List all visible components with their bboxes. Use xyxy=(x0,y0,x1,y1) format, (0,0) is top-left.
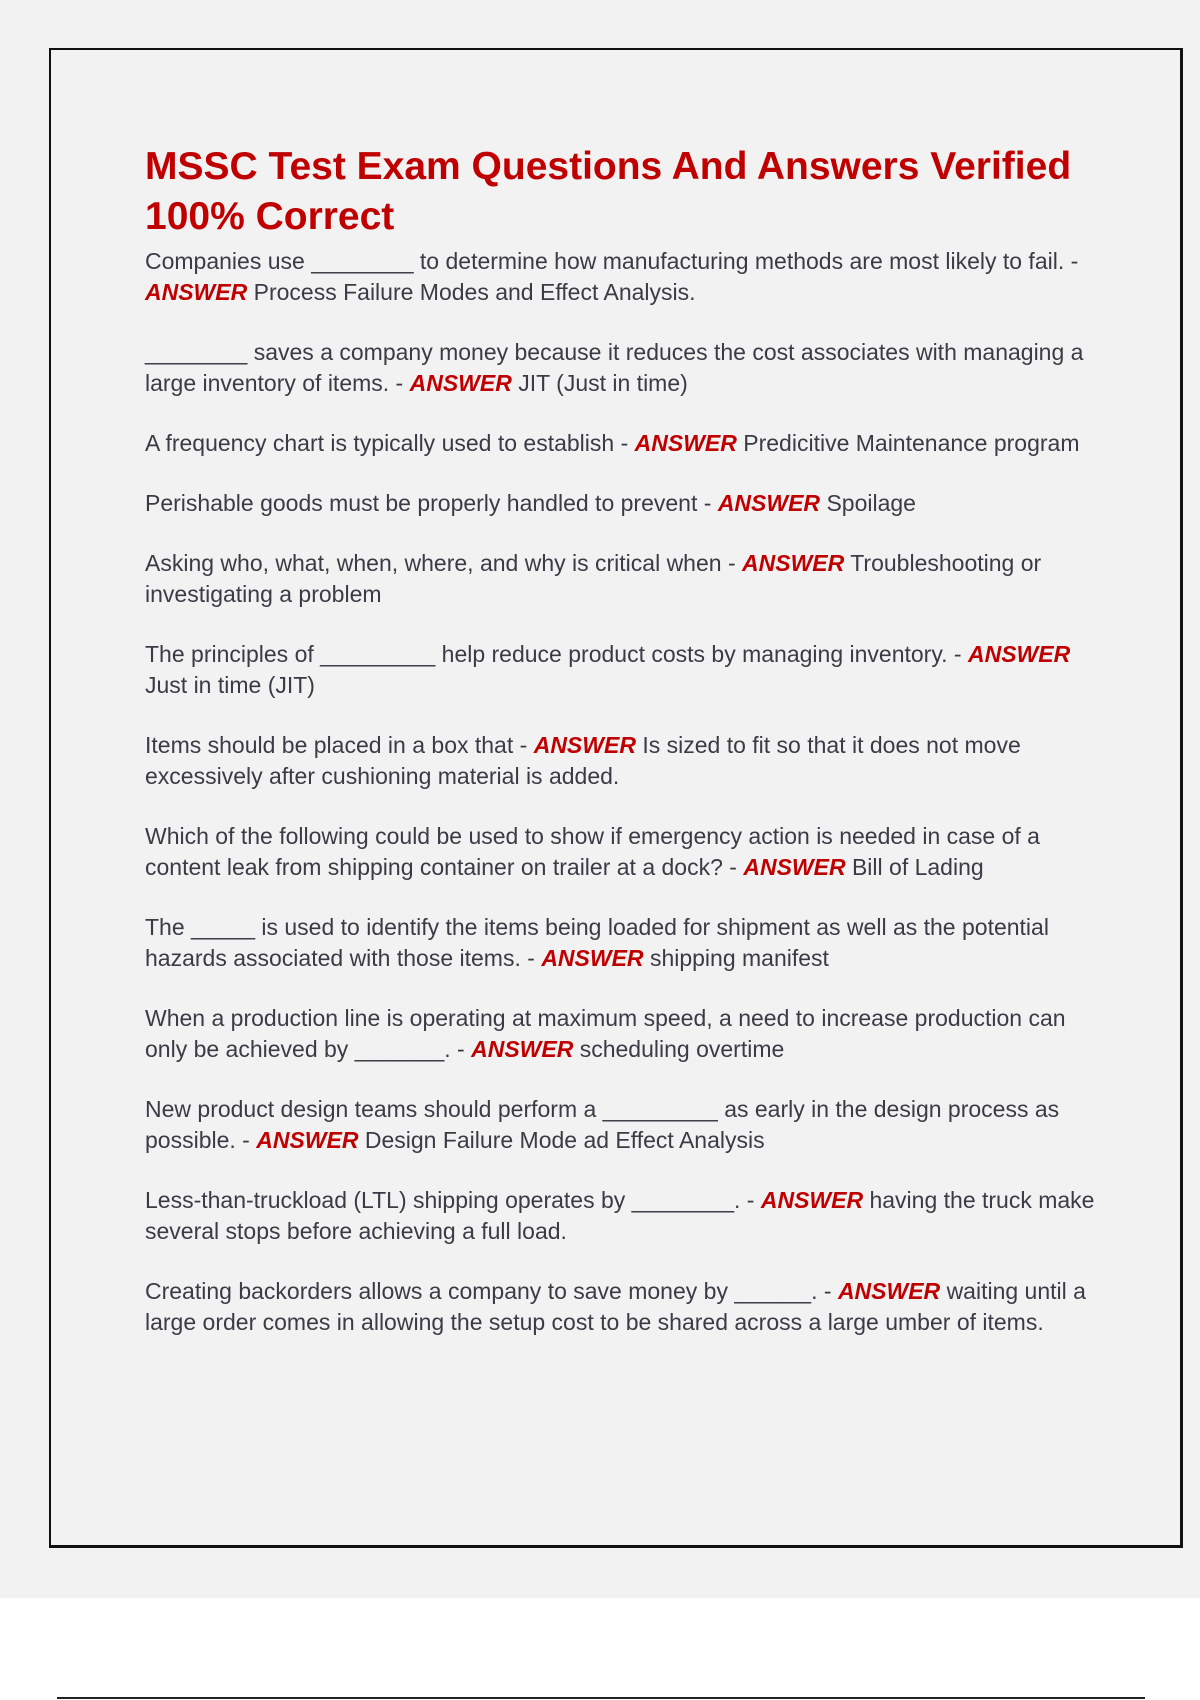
answer-label: ANSWER xyxy=(967,641,1071,667)
answer-label: ANSWER xyxy=(760,1187,864,1213)
qa-item xyxy=(145,488,1095,519)
answer-text: Just in time (JIT) xyxy=(145,672,315,698)
answer-text: waiting until a large order comes in allowing the setup cost to be shared across a large umber of items. xyxy=(145,1278,1086,1335)
question-text: Asking who, what, when, where, and why is critical when xyxy=(145,550,722,576)
qa-item xyxy=(145,428,1095,459)
separator: - xyxy=(520,945,542,971)
answer-text: Process Failure Modes and Effect Analysis. xyxy=(253,279,696,305)
answer-label: ANSWER xyxy=(471,1036,574,1062)
separator: - xyxy=(389,370,410,396)
separator: - xyxy=(697,490,718,516)
answer-text: having the truck make several stops before achieving a full load. xyxy=(145,1187,1095,1244)
answer-label: ANSWER xyxy=(541,945,644,971)
answer-label: ANSWER xyxy=(533,732,636,758)
separator: - xyxy=(450,1036,472,1062)
separator: - xyxy=(235,1127,257,1153)
qa-item xyxy=(145,912,1095,974)
separator: - xyxy=(614,430,635,456)
answer-text: Bill of Lading xyxy=(851,854,984,880)
question-text: The principles of _________ help reduce product costs by managing inventory. xyxy=(145,641,948,667)
question-text: When a production line is operating at maximum speed, a need to increase production can only be achieved by _______. xyxy=(145,1005,1066,1062)
qa-item xyxy=(145,821,1095,883)
separator: - xyxy=(721,550,743,576)
qa-item xyxy=(145,548,1095,610)
qa-item xyxy=(145,337,1095,399)
separator: - xyxy=(947,641,968,667)
answer-label: ANSWER xyxy=(742,550,845,576)
document-title: MSSC Test Exam Questions And Answers Verified 100% Correct xyxy=(145,145,1072,238)
separator: - xyxy=(513,732,534,758)
qa-item xyxy=(145,1185,1095,1247)
separator: - xyxy=(817,1278,838,1304)
separator: - xyxy=(1064,248,1079,274)
qa-item xyxy=(145,730,1095,792)
answer-text: shipping manifest xyxy=(649,945,829,971)
footer-divider xyxy=(57,1697,1145,1699)
question-text: ________ saves a company money because it reduces the cost associates with managing a large inventory of items. xyxy=(145,339,1084,396)
question-text: Less-than-truckload (LTL) shipping operates by ________. xyxy=(145,1187,741,1213)
question-text: The _____ is used to identify the items being loaded for shipment as well as the potential hazards associated with those items. xyxy=(145,914,1049,971)
answer-label: ANSWER xyxy=(256,1127,359,1153)
qa-item xyxy=(145,246,1095,308)
qa-item xyxy=(145,1276,1095,1338)
question-text: Companies use ________ to determine how manufacturing methods are most likely to fail. xyxy=(145,248,1065,274)
separator: - xyxy=(722,854,744,880)
separator: - xyxy=(740,1187,761,1213)
answer-text: JIT (Just in time) xyxy=(518,370,688,396)
question-text: Which of the following could be used to show if emergency action is needed in case of a content leak from shipping container on trailer at a dock? xyxy=(145,823,1040,880)
question-text: New product design teams should perform a _________ as early in the design process as possible. xyxy=(145,1096,1060,1153)
answer-text: Design Failure Mode ad Effect Analysis xyxy=(364,1127,765,1153)
answer-label: ANSWER xyxy=(409,370,512,396)
qa-item xyxy=(145,639,1095,701)
qa-list xyxy=(145,246,1095,1338)
answer-text: Is sized to fit so that it does not move excessively after cushioning material is added. xyxy=(145,732,1021,789)
answer-label: ANSWER xyxy=(145,279,248,305)
answer-text: Predicitive Maintenance program xyxy=(743,430,1080,456)
question-text: A frequency chart is typically used to establish xyxy=(145,430,615,456)
qa-item xyxy=(145,1094,1095,1156)
qa-item xyxy=(145,1003,1095,1065)
answer-text: scheduling overtime xyxy=(579,1036,785,1062)
answer-text: Spoilage xyxy=(826,490,916,516)
question-text: Items should be placed in a box that xyxy=(145,732,514,758)
answer-label: ANSWER xyxy=(717,490,821,516)
answer-label: ANSWER xyxy=(743,854,846,880)
question-text: Perishable goods must be properly handled to prevent xyxy=(145,490,698,516)
question-text: Creating backorders allows a company to save money by ______. xyxy=(145,1278,818,1304)
answer-label: ANSWER xyxy=(634,430,737,456)
document-content xyxy=(145,142,1095,1367)
answer-text: Troubleshooting or investigating a problem xyxy=(145,550,1042,607)
answer-label: ANSWER xyxy=(837,1278,941,1304)
